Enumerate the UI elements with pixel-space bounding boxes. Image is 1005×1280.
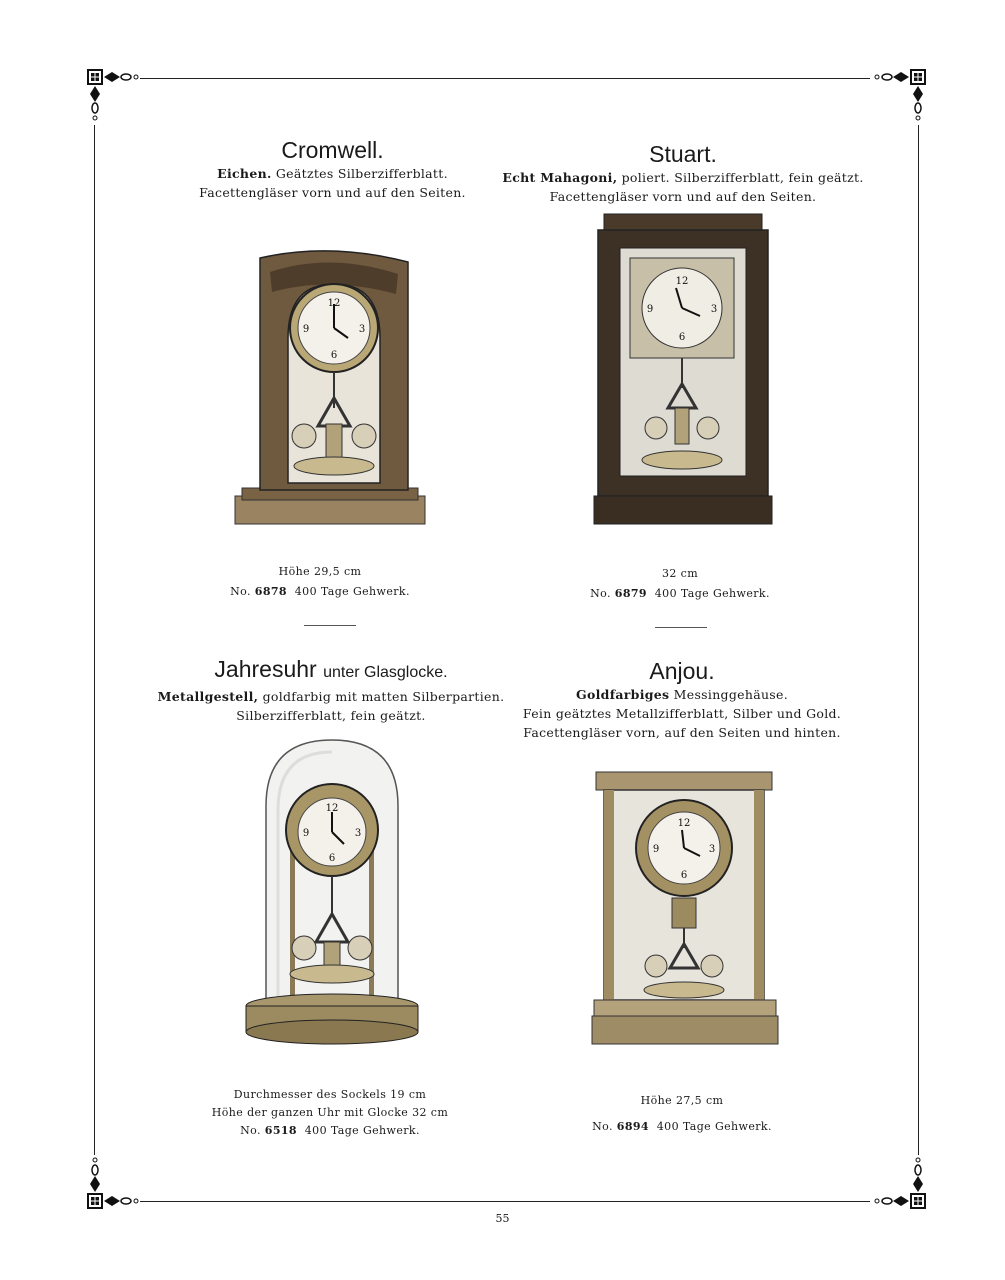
corner-ornament-bottom-left-icon xyxy=(86,1156,140,1210)
order-number-line: No. 6518 400 Tage Gehwerk. xyxy=(240,1124,420,1137)
svg-text:6: 6 xyxy=(678,332,686,343)
svg-text:6: 6 xyxy=(680,870,688,881)
svg-text:12: 12 xyxy=(675,276,689,287)
product-description: Echt Mahagoni, poliert. Silberzifferblatt, fein geätzt. Facettengläser vorn und auf den Seiten. xyxy=(502,170,864,204)
product-title: Jahresuhr unter Glasglocke. xyxy=(214,656,448,682)
product-jahresuhr-header xyxy=(150,655,512,725)
svg-text:3: 3 xyxy=(354,828,362,839)
corner-ornament-bottom-right-icon xyxy=(873,1156,927,1210)
product-title: Cromwell. xyxy=(281,137,384,163)
svg-text:6: 6 xyxy=(328,853,336,864)
order-number-line: No. 6894 400 Tage Gehwerk. xyxy=(592,1120,772,1133)
height-caption: Höhe 27,5 cm xyxy=(640,1094,724,1107)
product-cromwell-header xyxy=(160,136,505,202)
product-description: Eichen. Geätztes Silberzifferblatt. Facettengläser vorn und auf den Seiten. xyxy=(199,166,466,200)
svg-text:3: 3 xyxy=(708,844,716,855)
height-caption: Höhe der ganzen Uhr mit Glocke 32 cm xyxy=(211,1106,449,1119)
svg-text:9: 9 xyxy=(646,304,654,315)
svg-text:6: 6 xyxy=(330,350,338,361)
height-caption: Durchmesser des Sockels 19 cm xyxy=(233,1088,427,1101)
svg-text:12: 12 xyxy=(325,803,339,814)
frame-bottom-line xyxy=(140,1201,870,1202)
clock-stuart-image xyxy=(590,212,776,528)
frame-right-line xyxy=(918,125,919,1155)
clock-cromwell-image xyxy=(230,248,430,530)
product-title: Anjou. xyxy=(649,658,715,684)
svg-text:9: 9 xyxy=(652,844,660,855)
separator-line xyxy=(655,627,707,628)
product-description: Metallgestell, goldfarbig mit matten Silberpartien. Silberzifferblatt, fein geätzt. xyxy=(157,689,505,723)
frame-top-line xyxy=(140,78,870,79)
product-title: Stuart. xyxy=(649,141,717,167)
svg-text:12: 12 xyxy=(677,818,691,829)
clock-anjou-image xyxy=(590,770,780,1048)
svg-text:3: 3 xyxy=(710,304,718,315)
product-jahresuhr-caption xyxy=(170,1086,490,1140)
separator-line xyxy=(304,625,356,626)
order-number-line: No. 6879 400 Tage Gehwerk. xyxy=(590,587,770,600)
product-stuart-caption xyxy=(520,564,840,604)
page-number: 55 xyxy=(495,1212,510,1225)
height-caption: 32 cm xyxy=(661,567,699,580)
product-stuart-header xyxy=(500,140,866,206)
corner-ornament-top-left-icon xyxy=(86,68,140,122)
clock-jahresuhr-image xyxy=(232,736,432,1056)
svg-text:12: 12 xyxy=(327,298,341,309)
svg-text:9: 9 xyxy=(302,828,310,839)
product-description: Goldfarbiges Messinggehäuse. Fein geätztes Metallzifferblatt, Silber und Gold. Facettengläser vorn, auf den Seiten und hinten. xyxy=(522,687,842,740)
product-anjou-header xyxy=(500,657,864,742)
height-caption: Höhe 29,5 cm xyxy=(278,565,362,578)
product-anjou-caption xyxy=(522,1088,842,1140)
svg-text:9: 9 xyxy=(302,324,310,335)
corner-ornament-top-right-icon xyxy=(873,68,927,122)
product-cromwell-caption xyxy=(160,562,480,602)
order-number-line: No. 6878 400 Tage Gehwerk. xyxy=(230,585,410,598)
svg-text:3: 3 xyxy=(358,324,366,335)
frame-left-line xyxy=(94,125,95,1155)
